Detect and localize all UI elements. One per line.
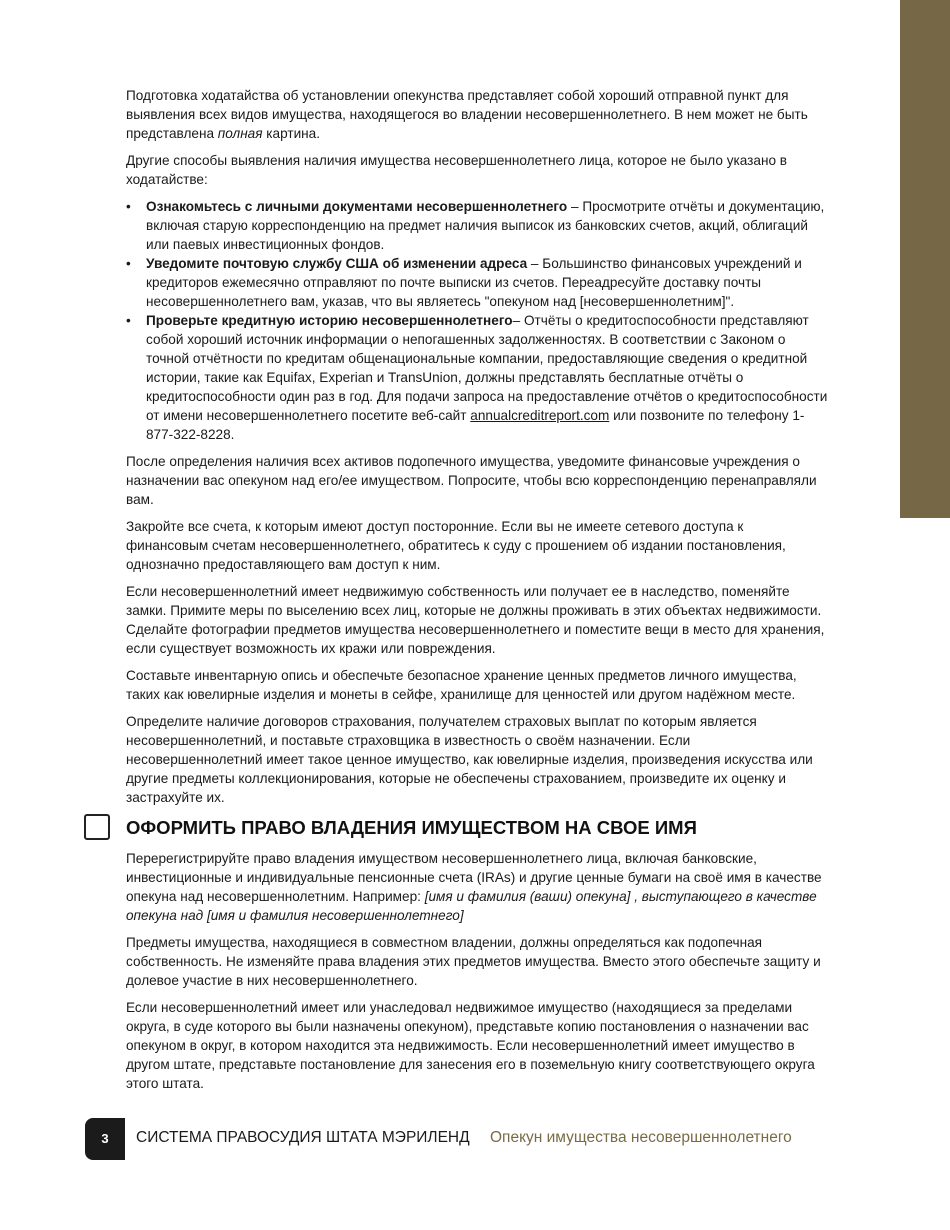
section-title: ОФОРМИТЬ ПРАВО ВЛАДЕНИЯ ИМУЩЕСТВОМ НА СВОЕ ИМЯ [126,817,697,838]
real-estate-paragraph: Если несовершеннолетний имеет недвижимую собственность или получает ее в наследство, поменяйте замки. Примите меры по выселению всех лиц, которые не должны проживать в этих объектах недвижимости. Сделайте фотографии предметов имущества несовершеннолетнего и поместите вещи в место для хранения, если существует возможность их кражи или повреждения. [126,584,825,656]
page-number-badge: 3 [85,1118,125,1160]
list-item-text: – Отчёты о кредитоспособности представляют собой хороший источник информации о непогашенных задолженностях. В соответствии с Законом о точной отчётности по кредитам общенациональные компании, предоставляющие сведения о кредитной истории, такие как Equifax, Experian и TransUnion, должны представлять бесплатные отчёты о кредитоспособности один раз в год. Для подачи запроса на предоставление отчётов о кредитоспособности от имени несовершеннолетнего посетите веб-сайт [146,313,828,423]
intro-text-end: картина. [262,126,321,141]
notify-institutions-paragraph: После определения наличия всех активов подопечного имущества, уведомите финансовые учреждения о назначении вас опекуном над его/ее имуществом. Попросите, чтобы всю корреспонденцию перенаправляли вам. [126,454,817,507]
insurance-paragraph: Определите наличие договоров страхования, получателем страховых выплат по которым является несовершеннолетний, и поставьте страховщика в известность о своём назначении. Если несовершеннолетний имеет такое ценное имущество, как ювелирные изделия, произведения искусства или другие предметы коллекционирования, которые не обеспечены страхованием, произведите их оценку и застрахуйте их. [126,714,813,805]
joint-ownership-paragraph: Предметы имущества, находящиеся в совместном владении, должны определяться как подопечная собственность. Не изменяйте права владения этих предметов имущества. Вместо этого обеспечьте защиту и долевое участие в них несовершеннолетнего. [126,935,821,988]
list-item-heading: Уведомите почтовую службу США об изменении адреса [146,256,528,271]
page-footer [85,1118,865,1160]
other-methods-paragraph: Другие способы выявления наличия имущества несовершеннолетнего лица, которое не было указано в ходатайстве: [126,153,788,187]
list-item-text: – Большинство финансовых учреждений и кредиторов ежемесячно отправляют по почте выписки из счетов. Переадресуйте доставку почты несовершеннолетнего вам, указав, что вы являетесь "опекуном над [несовершеннолетним]". [146,256,802,309]
out-of-county-paragraph: Если несовершеннолетний имеет или унаследовал недвижимое имущество (находящиеся за пределами округа, в суде которого вы были назначены опекуном), представьте копию постановления о назначении вас опекуном в округ, в котором находится эта недвижимость. Если несовершеннолетний имеет имущество в другом штате, представьте постановление для занесения его в поземельную книгу соответствующего округа этого штата. [126,1000,815,1091]
intro-paragraph [126,86,828,143]
list-item-heading: Ознакомьтесь с личными документами несовершеннолетнего [146,199,568,214]
section-checkbox[interactable] [84,814,110,840]
intro-emphasis: полная [217,126,263,141]
list-item [146,311,828,444]
methods-list [126,197,828,444]
intro-text: Подготовка ходатайства об установлении опекунства представляет собой хороший отправной пункт для выявления всех видов имущества, находящегося во владении несовершеннолетнего. В нем может не быть представлена [126,88,808,141]
credit-report-link[interactable]: annualcreditreport.com [470,408,610,423]
list-item [146,197,828,254]
list-item-heading: Проверьте кредитную историю несовершеннолетнего [146,313,513,328]
inventory-paragraph: Составьте инвентарную опись и обеспечьте безопасное хранение ценных предметов личного имущества, таких как ювелирные изделия и монеты в сейфе, хранилище для ценностей или другом надёжном месте. [126,668,797,702]
footer-subtitle: Опекун имущества несовершеннолетнего [490,1129,792,1146]
document-body [126,86,828,1101]
reregister-paragraph [126,849,828,925]
list-item-text-end: или позвоните по телефону 1-877-322-8228. [146,408,805,442]
close-accounts-paragraph: Закройте все счета, к которым имеют доступ посторонние. Если вы не имеете сетевого доступа к финансовым счетам несовершеннолетнего, обратитесь к суду с прошением об издании постановления, однозначно предоставляющего вам доступ к ним. [126,519,786,572]
reregister-text: Перерегистрируйте право владения имуществом несовершеннолетнего лица, включая банковские, инвестиционные и индивидуальные пенсионные счета (IRAs) и другие ценные бумаги на своё имя в качестве опекуна над несовершеннолетним. Например: [126,851,822,904]
list-item [146,254,828,311]
list-item-text: – Просмотрите отчёты и документацию, включая старую корреспонденцию на предмет наличия выписок из банковских счетов, акций, облигаций или паевых инвестиционных фондов. [146,199,825,252]
reregister-example: [имя и фамилия (ваши) опекуна] , выступающего в качестве опекуна над [имя и фамилия несовершеннолетнего] [126,889,817,923]
side-color-tab [900,0,950,518]
section-heading [126,815,828,841]
footer-organization: СИСТЕМА ПРАВОСУДИЯ ШТАТА МЭРИЛЕНД [136,1129,470,1146]
